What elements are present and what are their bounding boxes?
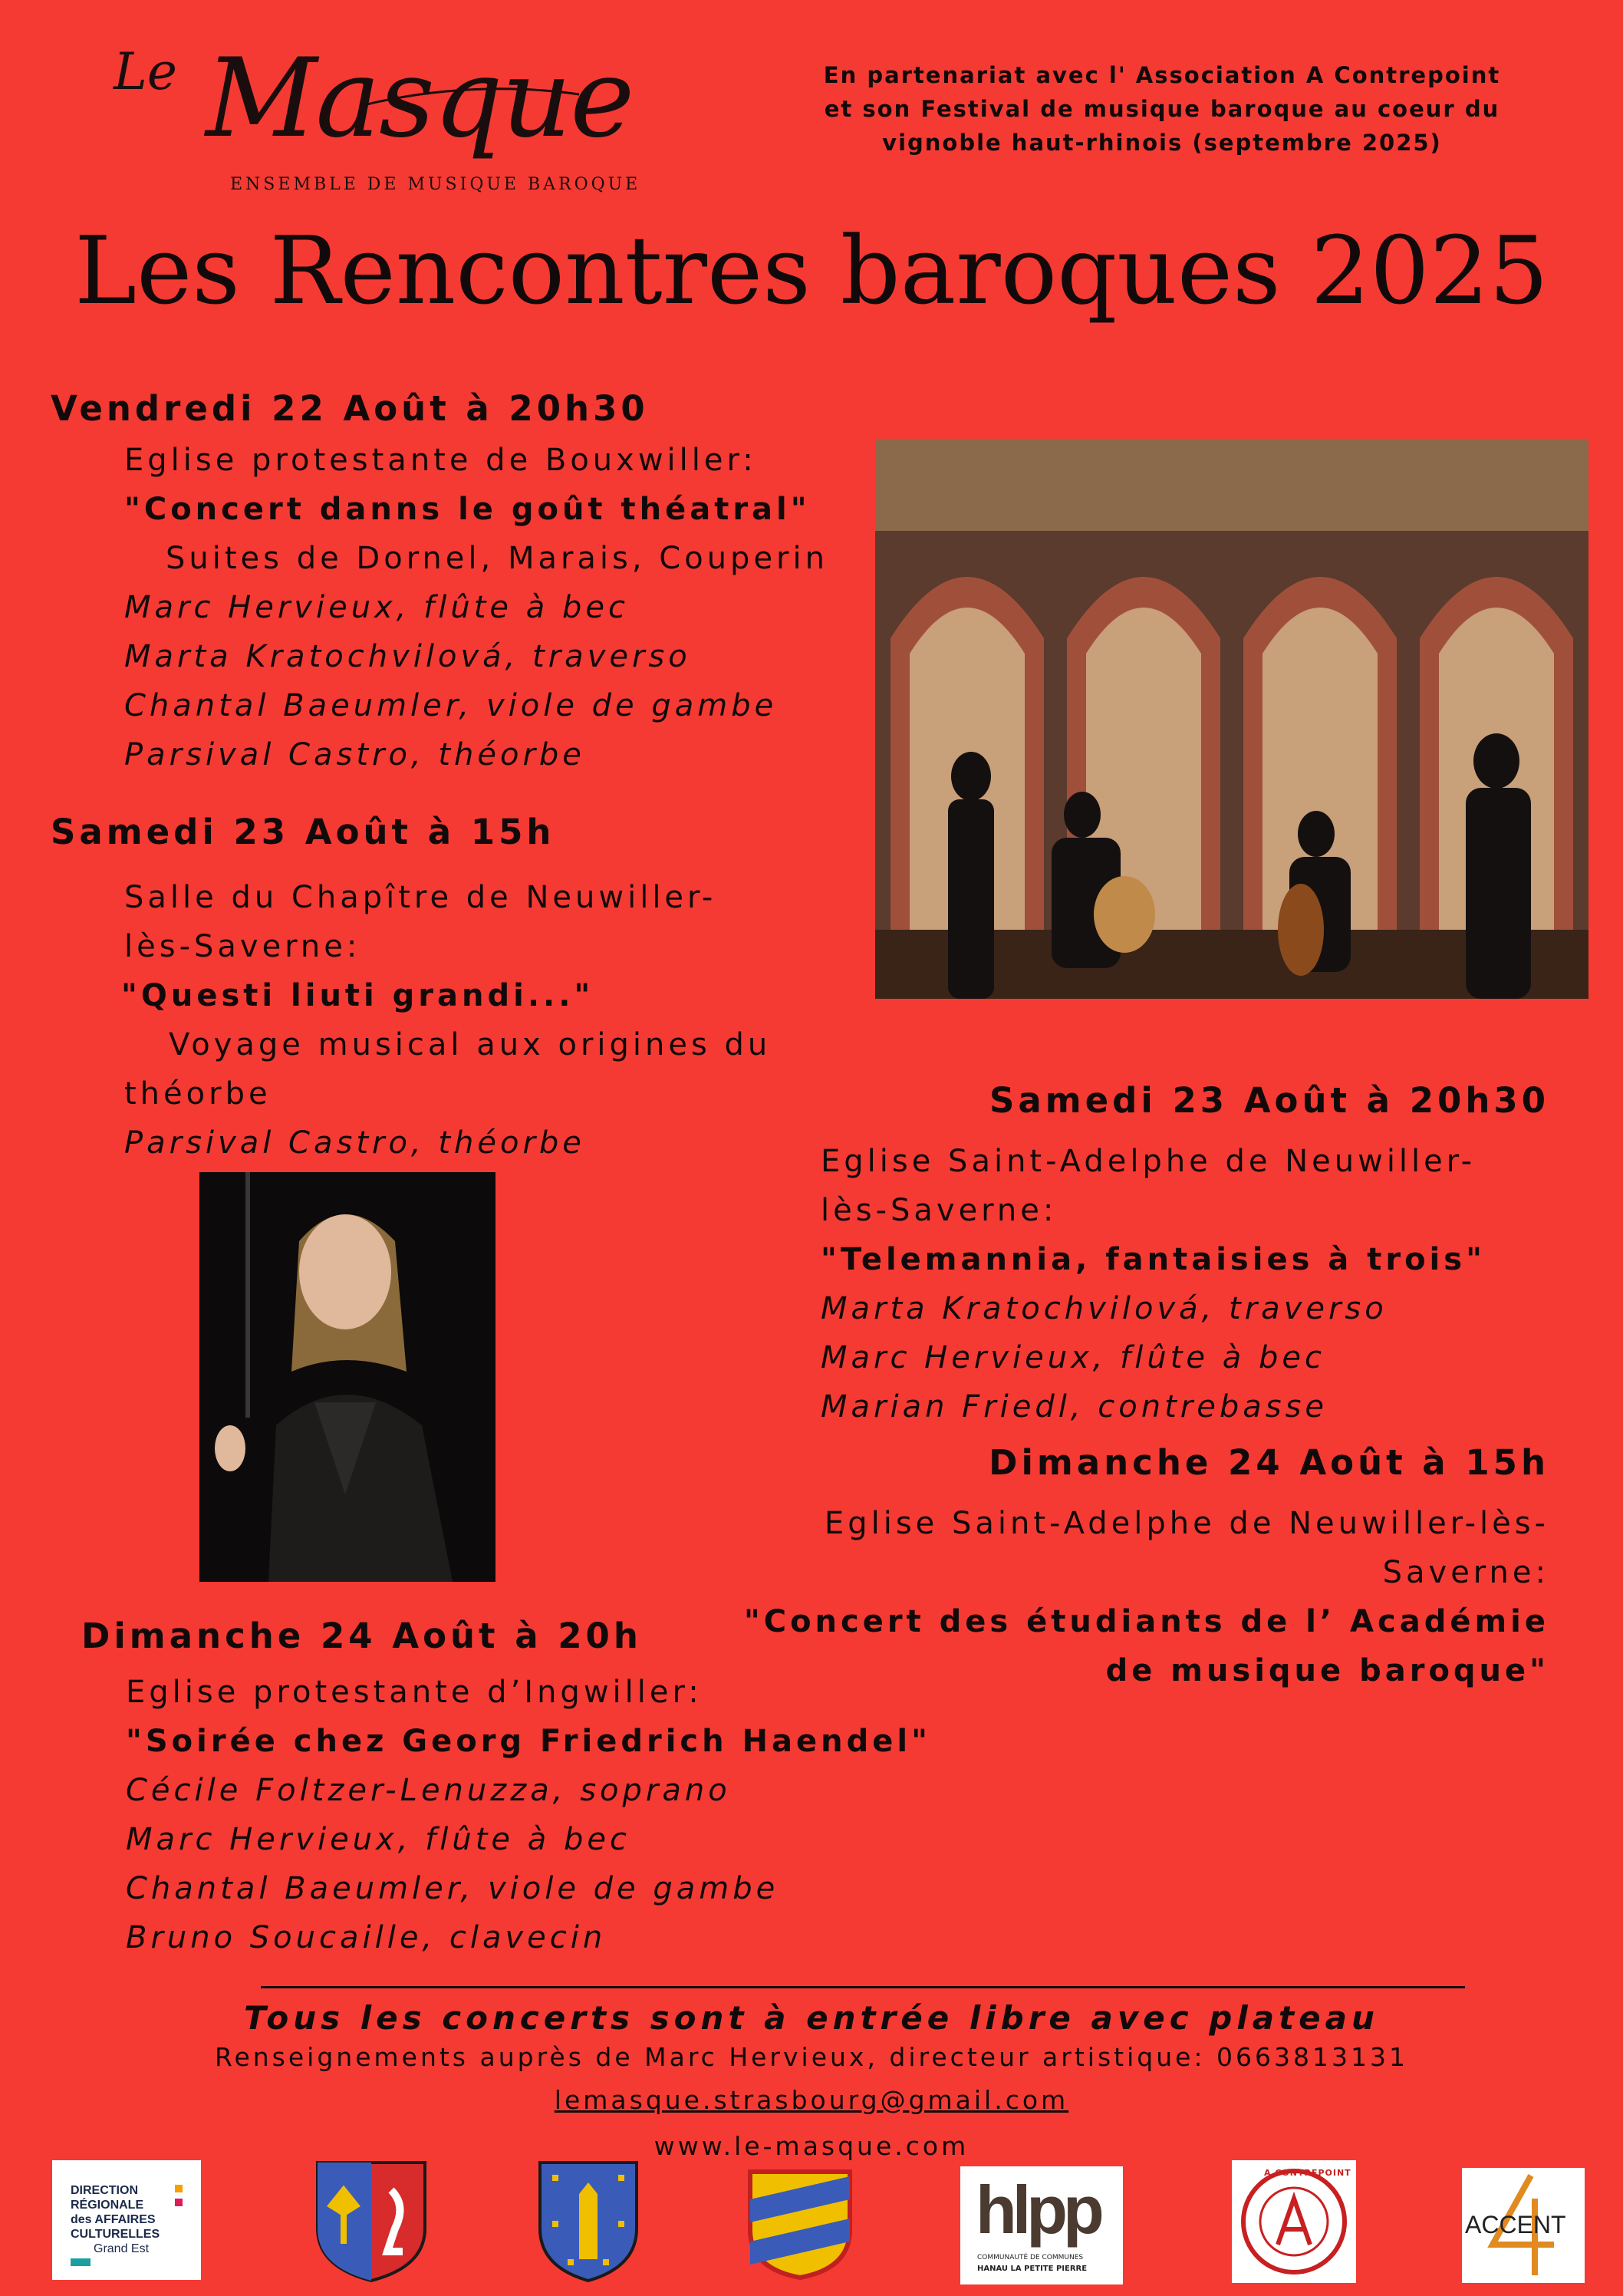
drac-line: CULTURELLES [71,2228,160,2241]
concert-4-details [629,1499,1549,1695]
concert-3-name: "Telemannia, fantaisies à trois" [821,1242,1486,1277]
concert-1-musician: Parsival Castro, théorbe [124,737,585,772]
concert-1-program: Suites de Dornel, Marais, Couperin [166,541,828,576]
concert-2-program: théorbe [124,1076,272,1112]
concert-3-details [821,1137,1486,1431]
footer-divider [261,1986,1465,1988]
hlpp-subtitle: HANAU LA PETITE PIERRE [977,2265,1088,2273]
accent-label: ACCENT [1465,2211,1566,2238]
concert-2-musician: Parsival Castro, théorbe [124,1125,585,1161]
concert-5-musician: Chantal Baeumler, viole de gambe [126,1871,779,1906]
contrepoint-circle-icon [1232,2160,1356,2283]
concert-1-details [124,436,828,779]
concert-5-details [126,1668,931,1962]
concert-2-date: Samedi 23 Août à 15h [51,812,555,852]
concert-2-venue: Salle du Chapître de Neuwiller- [124,880,717,915]
concert-1-musician: Marta Kratochvilová, traverso [124,639,691,674]
concert-3-musician: Marta Kratochvilová, traverso [821,1291,1388,1326]
concert-2-name: "Questi liuti grandi..." [121,978,594,1013]
concert-4-date: Dimanche 24 Août à 15h [989,1442,1549,1483]
logo-flourish [360,83,583,114]
hlpp-logo [960,2166,1123,2284]
concert-5-venue: Eglise protestante d’Ingwiller: [126,1675,703,1710]
concert-4-venue: Saverne: [1382,1555,1549,1590]
neuwiller-coat-of-arms-icon [537,2159,640,2284]
concert-3-musician: Marian Friedl, contrebasse [821,1389,1328,1425]
concert-3-venue: Eglise Saint-Adelphe de Neuwiller- [821,1144,1477,1179]
page-title: Les Rencontres baroques 2025 [74,216,1549,325]
partnership-line-2: et son Festival de musique baroque au coeur du [824,96,1500,122]
hlpp-subtitle: COMMUNAUTÉ DE COMMUNES [977,2254,1084,2261]
logo-le-text: Le [114,42,177,101]
contact-info: Renseignements auprès de Marc Hervieux, directeur artistique: 0663813131 [215,2042,1408,2072]
logo-subtitle: ENSEMBLE DE MUSIQUE BAROQUE [230,175,641,194]
drac-line: RÉGIONALE [71,2199,144,2212]
concert-2-venue: lès-Saverne: [124,929,361,964]
drac-line: DIRECTION [71,2184,138,2197]
concert-5-musician: Marc Hervieux, flûte à bec [126,1822,630,1857]
partnership-line-1: En partenariat avec l' Association A Contrepoint [823,62,1501,88]
email-link[interactable]: lemasque.strasbourg@gmail.com [554,2085,1069,2115]
singer-photo [199,1172,495,1582]
concert-4-venue: Eglise Saint-Adelphe de Neuwiller-lès- [824,1506,1549,1541]
concert-3-venue: lès-Saverne: [821,1193,1058,1228]
concert-4-name: de musique baroque" [1105,1653,1549,1688]
free-entry-note: Tous les concerts sont à entrée libre avec plateau [244,1999,1379,2037]
concert-1-date: Vendredi 22 Août à 20h30 [51,388,649,429]
concert-5-date: Dimanche 24 Août à 20h [81,1616,642,1656]
concert-1-name: "Concert danns le goût théatral" [124,492,811,527]
concert-2-details [121,873,772,1168]
concert-1-musician: Chantal Baeumler, viole de gambe [124,688,778,723]
partnership-line-3: vignoble haut-rhinois (septembre 2025) [882,130,1442,156]
concert-2-program: Voyage musical aux origines du [169,1027,772,1062]
logo-masque-text: Masque [206,35,634,162]
website-link[interactable]: www.le-masque.com [653,2131,970,2161]
accent-logo [1462,2168,1585,2283]
concert-3-date: Samedi 23 Août à 20h30 [989,1080,1549,1121]
concert-5-musician: Bruno Soucaille, clavecin [126,1920,607,1955]
concert-3-musician: Marc Hervieux, flûte à bec [821,1340,1325,1375]
drac-line: des AFFAIRES [71,2213,156,2226]
hanau-coat-of-arms-icon [747,2169,853,2281]
contrepoint-logo [1232,2160,1356,2283]
bouxwiller-coat-of-arms-icon [314,2159,428,2284]
concert-5-musician: Cécile Foltzer-Lenuzza, soprano [126,1773,731,1808]
concert-1-musician: Marc Hervieux, flûte à bec [124,590,629,625]
concert-5-name: "Soirée chez Georg Friedrich Haendel" [126,1724,931,1759]
drac-line: Grand Est [94,2242,150,2255]
partnership-note [767,58,1557,160]
ensemble-photo [875,439,1588,999]
hlpp-mark: hlpp [976,2172,1100,2248]
concert-1-venue: Eglise protestante de Bouxwiller: [124,443,757,478]
drac-logo [52,2160,201,2280]
contrepoint-label: A CONTREPOINT [1264,2168,1351,2178]
concert-4-name: "Concert des étudiants de l’ Académie [743,1604,1549,1639]
